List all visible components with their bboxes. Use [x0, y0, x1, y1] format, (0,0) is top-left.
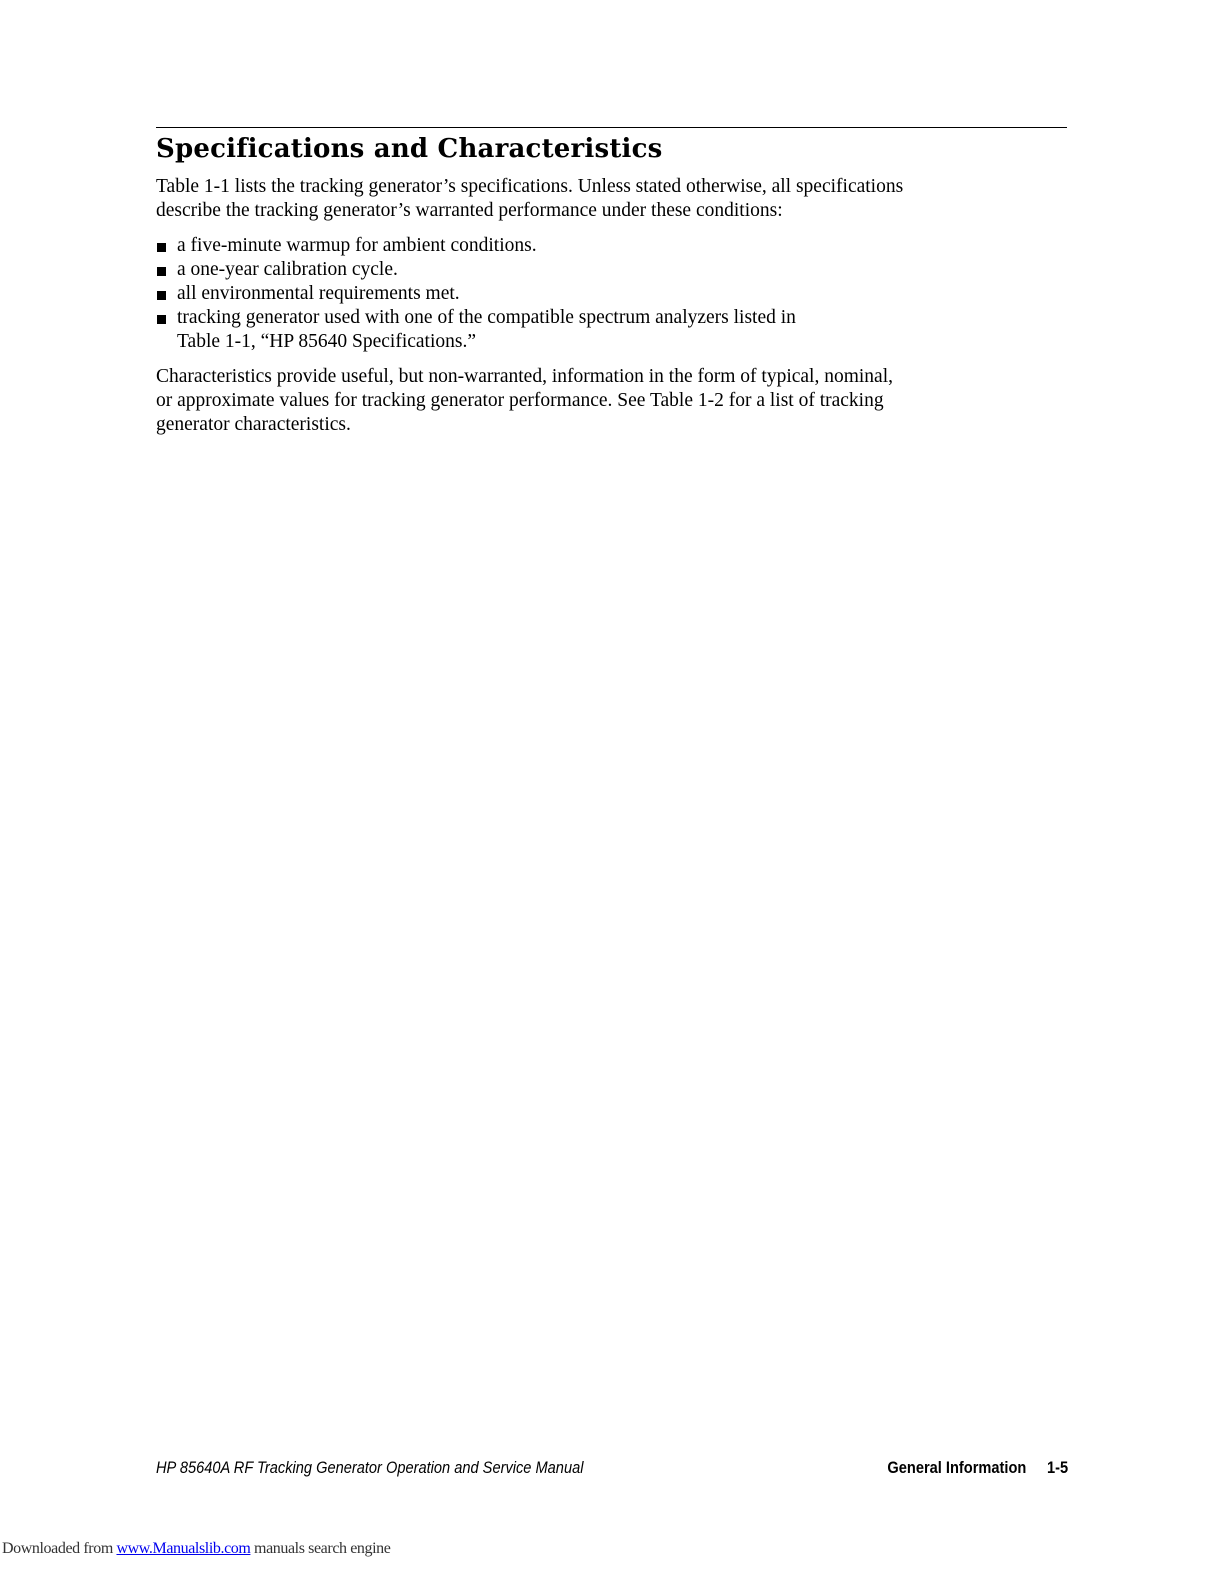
list-item — [156, 258, 1076, 282]
download-prefix: Downloaded from — [2, 1540, 117, 1557]
condition-text: a five-minute warmup for ambient conditions. — [177, 235, 537, 256]
list-item — [156, 282, 1076, 306]
square-bullet-icon — [157, 291, 166, 300]
intro-paragraph — [156, 175, 1076, 223]
download-banner — [2, 1538, 390, 1560]
condition-text: all environmental requirements met. — [177, 283, 460, 304]
condition-text: a one-year calibration cycle. — [177, 259, 398, 280]
characteristics-paragraph — [156, 365, 1076, 437]
characteristics-line: generator characteristics. — [156, 414, 351, 435]
list-item — [156, 234, 1076, 258]
characteristics-line: Characteristics provide useful, but non-warranted, information in the form of typical, nominal, — [156, 366, 894, 387]
characteristics-line: or approximate values for tracking generator performance. See Table 1-2 for a list of tracking — [156, 390, 884, 411]
header-rule — [156, 127, 1067, 128]
page-title: Specifications and Characteristics — [156, 134, 663, 164]
footer-section-name: General Information — [887, 1458, 1027, 1477]
square-bullet-icon — [157, 267, 166, 276]
square-bullet-icon — [157, 243, 166, 252]
condition-text-continued: Table 1-1, “HP 85640 Specifications.” — [177, 331, 477, 352]
page-number: 1-5 — [1046, 1458, 1068, 1477]
intro-line: describe the tracking generator’s warranted performance under these conditions: — [156, 200, 783, 221]
manualslib-link[interactable]: www.Manualslib.com — [116, 1540, 251, 1557]
square-bullet-icon — [157, 315, 166, 324]
list-item — [156, 306, 1076, 354]
footer-section — [887, 1456, 1068, 1480]
conditions-list — [156, 234, 1076, 354]
download-suffix: manuals search engine — [250, 1540, 391, 1557]
footer-manual-title: HP 85640A RF Tracking Generator Operation and Service Manual — [156, 1458, 584, 1477]
condition-text: tracking generator used with one of the compatible spectrum analyzers listed in — [177, 307, 796, 328]
intro-line: Table 1-1 lists the tracking generator’s specifications. Unless stated otherwise, all specifications — [156, 176, 904, 197]
